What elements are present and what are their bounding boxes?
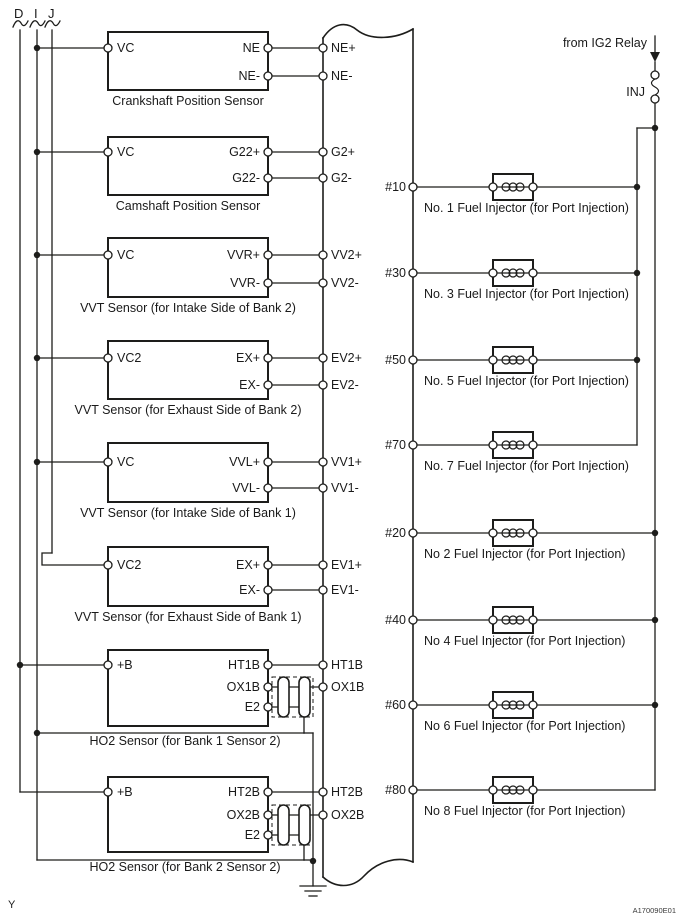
ecm-terminal-label: HT2B — [331, 785, 363, 799]
ecm-terminal-label: VV2- — [331, 276, 359, 290]
rail-label-i: I — [34, 6, 38, 21]
rail-label-j: J — [48, 6, 55, 21]
doc-code: A170090E01 — [632, 906, 676, 915]
injector-name-label: No 8 Fuel Injector (for Port Injection) — [424, 804, 626, 818]
pin-label: +B — [117, 658, 133, 672]
rail-break-icon — [13, 21, 28, 27]
ecm-terminal-label: NE- — [331, 69, 353, 83]
injector-name-label: No. 3 Fuel Injector (for Port Injection) — [424, 287, 629, 301]
injector-name-label: No 4 Fuel Injector (for Port Injection) — [424, 634, 626, 648]
power-source-label: from IG2 Relay — [562, 36, 647, 50]
sensor-name-label: HO2 Sensor (for Bank 1 Sensor 2) — [89, 734, 281, 748]
sensor-name-label: Crankshaft Position Sensor — [112, 94, 264, 108]
pin-label: HT1B — [228, 658, 260, 672]
pin-label: VC2 — [117, 558, 142, 572]
pin-label: OX1B — [226, 680, 260, 694]
pin-label: VVL- — [232, 481, 260, 495]
injector-2 — [493, 520, 533, 546]
injector-name-label: No 2 Fuel Injector (for Port Injection) — [424, 547, 626, 561]
ecm-terminal-label: EV1+ — [331, 558, 362, 572]
pin-label: VC — [117, 248, 135, 262]
twisted-pair-icon — [278, 805, 289, 845]
injector-terminal-label: #40 — [385, 613, 406, 627]
injector-terminal-label: #10 — [385, 180, 406, 194]
pin-label: E2 — [244, 700, 260, 714]
pin-label: VVR- — [230, 276, 260, 290]
injector-3 — [493, 260, 533, 286]
pin-label: G22+ — [229, 145, 260, 159]
injector-terminal-label: #20 — [385, 526, 406, 540]
ecm-terminal-label: VV2+ — [331, 248, 362, 262]
shielded-cable-bank1 — [272, 677, 313, 717]
pin-label: NE — [242, 41, 260, 55]
injector-name-label: No. 5 Fuel Injector (for Port Injection) — [424, 374, 629, 388]
injector-1 — [493, 174, 533, 200]
pin-label: OX2B — [226, 808, 260, 822]
ig2-relay-feed — [650, 36, 660, 103]
ecm-terminal-label: EV2+ — [331, 351, 362, 365]
shielded-cable-bank2 — [272, 805, 313, 845]
pin-label: G22- — [232, 171, 260, 185]
ecm-top-tear — [323, 25, 413, 38]
fuse-label: INJ — [626, 85, 645, 99]
pin-label: VC — [117, 455, 135, 469]
sensor-name-label: VVT Sensor (for Exhaust Side of Bank 1) — [74, 610, 302, 624]
pin-label: EX+ — [236, 558, 260, 572]
pin-label: HT2B — [228, 785, 260, 799]
ecm-terminal-label: OX2B — [331, 808, 365, 822]
pin-label: EX+ — [236, 351, 260, 365]
ecm-terminal-label: OX1B — [331, 680, 365, 694]
sensor-name-label: HO2 Sensor (for Bank 2 Sensor 2) — [89, 860, 281, 874]
rail-label-d: D — [14, 6, 24, 21]
injector-name-label: No. 1 Fuel Injector (for Port Injection) — [424, 201, 629, 215]
page-ref-y: Y — [8, 899, 16, 911]
rail-break-icon — [45, 21, 60, 27]
rail-break-icon — [30, 21, 45, 27]
pin-label: VC — [117, 41, 135, 55]
ecm-bottom-tear — [323, 860, 413, 886]
injector-terminal-label: #60 — [385, 698, 406, 712]
sensor-name-label: Camshaft Position Sensor — [115, 199, 261, 213]
sensor-name-label: VVT Sensor (for Intake Side of Bank 1) — [80, 506, 296, 520]
twisted-pair-icon — [299, 677, 310, 717]
rail-j-jog — [42, 553, 104, 565]
ecm-terminal-label: VV1+ — [331, 455, 362, 469]
ecm-terminal-label: EV1- — [331, 583, 359, 597]
sensor-name-label: VVT Sensor (for Exhaust Side of Bank 2) — [74, 403, 302, 417]
pin-label: EX- — [239, 378, 260, 392]
pin-label: VC — [117, 145, 135, 159]
twisted-pair-icon — [299, 805, 310, 845]
twisted-pair-icon — [278, 677, 289, 717]
ecm-terminal-label: HT1B — [331, 658, 363, 672]
arrow-down-icon — [650, 52, 660, 62]
ecm-terminal-label: NE+ — [331, 41, 356, 55]
pin-label: VVL+ — [229, 455, 260, 469]
ecm-terminal-label: EV2- — [331, 378, 359, 392]
pin-label: NE- — [238, 69, 260, 83]
injector-7 — [493, 432, 533, 458]
ecm-terminal-label: G2+ — [331, 145, 355, 159]
ecm-terminal-label: VV1- — [331, 481, 359, 495]
sensor-box-vvt-exhaust-bank1 — [108, 547, 268, 606]
pin-label: EX- — [239, 583, 260, 597]
injector-name-label: No 6 Fuel Injector (for Port Injection) — [424, 719, 626, 733]
injector-name-label: No. 7 Fuel Injector (for Port Injection) — [424, 459, 629, 473]
fuse-inj-icon — [651, 71, 659, 103]
injector-4 — [493, 607, 533, 633]
injector-terminal-label: #80 — [385, 783, 406, 797]
injector-6 — [493, 692, 533, 718]
pin-label: E2 — [244, 828, 260, 842]
injector-terminal-label: #70 — [385, 438, 406, 452]
injector-5 — [493, 347, 533, 373]
injector-components — [493, 174, 533, 803]
injector-8 — [493, 777, 533, 803]
pin-label: +B — [117, 785, 133, 799]
pin-label: VVR+ — [226, 248, 260, 262]
injector-terminal-label: #30 — [385, 266, 406, 280]
ground-symbol-icon — [300, 886, 326, 896]
sensor-name-label: VVT Sensor (for Intake Side of Bank 2) — [80, 301, 296, 315]
sensor-feed-wires — [20, 48, 104, 792]
injector-terminal-label: #50 — [385, 353, 406, 367]
ecm-terminal-label: G2- — [331, 171, 352, 185]
pin-label: VC2 — [117, 351, 142, 365]
